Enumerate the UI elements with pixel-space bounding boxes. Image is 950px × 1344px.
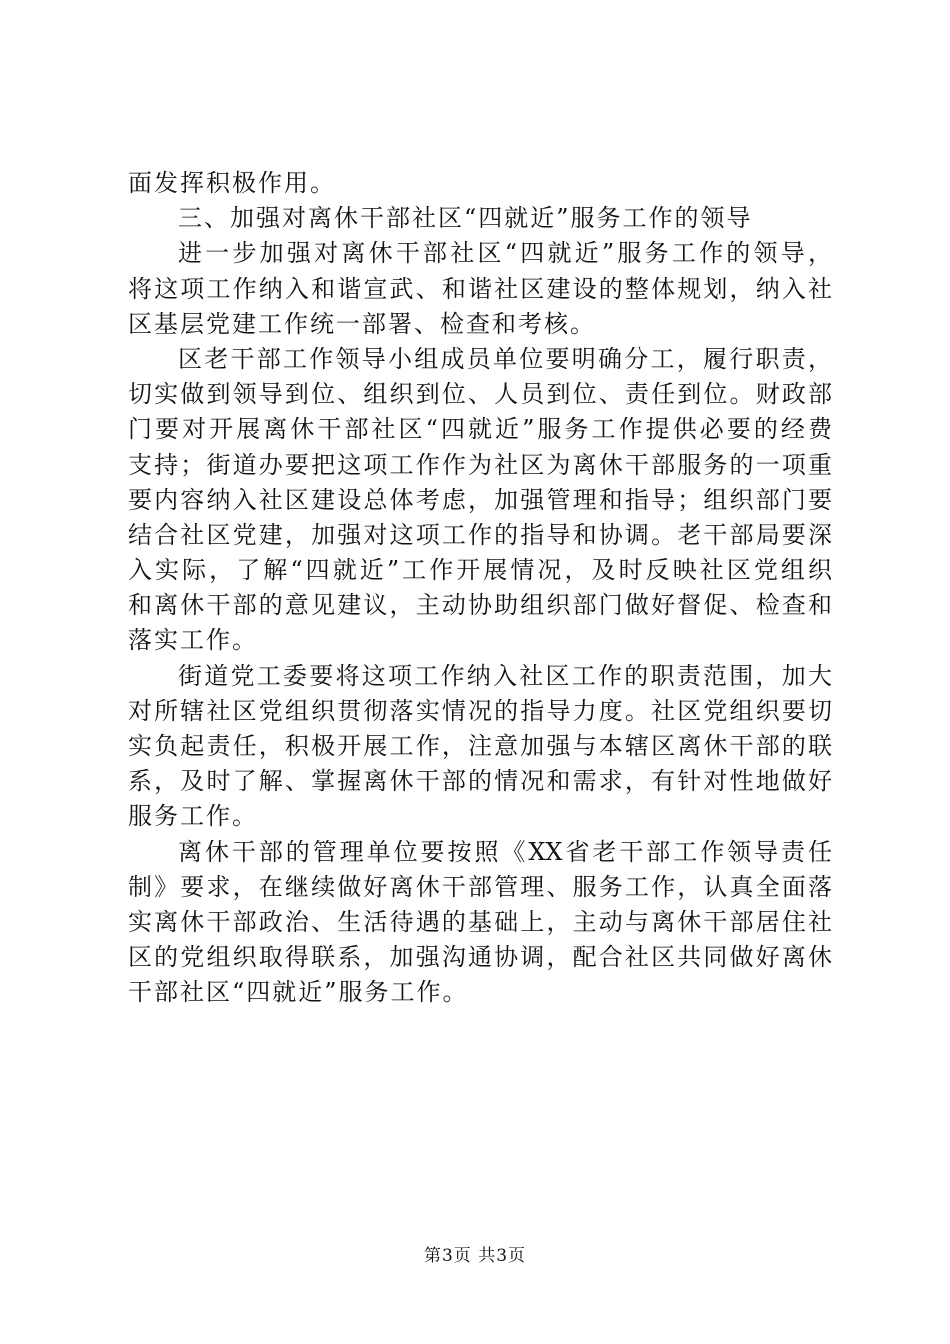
- text-line: 街道党工委要将这项工作纳入社区工作的职责范围，加大: [178, 661, 832, 690]
- text-line: 实负起责任，积极开展工作，注意加强与本辖区离休干部的联: [128, 732, 832, 760]
- text-line: 区的党组织取得联系，加强沟通协调，配合社区共同做好离休: [128, 943, 832, 972]
- text-line: 支持；街道办要把这项工作作为社区为离休干部服务的一项重: [128, 450, 832, 479]
- section-heading: 三、加强对离休干部社区“四就近”服务工作的领导: [178, 204, 753, 233]
- text-line: 离休干部的管理单位要按照《XX省老干部工作领导责任: [178, 837, 832, 866]
- text-line: 对所辖社区党组织贯彻落实情况的指导力度。社区党组织要切: [128, 696, 832, 725]
- document-body: [128, 166, 832, 1011]
- text-line: 要内容纳入社区建设总体考虑，加强管理和指导；组织部门要: [128, 485, 832, 514]
- text-line: 切实做到领导到位、组织到位、人员到位、责任到位。财政部: [128, 380, 832, 409]
- text-line: 区老干部工作领导小组成员单位要明确分工，履行职责，: [178, 344, 832, 373]
- text-line: 区基层党建工作统一部署、检查和考核。: [128, 309, 596, 338]
- text-line: 服务工作。: [128, 802, 258, 831]
- text-line: 落实工作。: [128, 626, 258, 655]
- text-line: 制》要求，在继续做好离休干部管理、服务工作，认真全面落: [128, 872, 832, 901]
- text-line: 干部社区“四就近”服务工作。: [128, 978, 469, 1007]
- text-line: 和离休干部的意见建议，主动协助组织部门做好督促、检查和: [128, 591, 832, 620]
- text-line: 入实际，了解“四就近”工作开展情况，及时反映社区党组织: [128, 556, 832, 585]
- text-line: 面发挥积极作用。: [128, 169, 336, 197]
- text-line: 门要对开展离休干部社区“四就近”服务工作提供必要的经费: [128, 415, 832, 444]
- text-line: 将这项工作纳入和谐宣武、和谐社区建设的整体规划，纳入社: [128, 274, 832, 303]
- page-number-footer: 第3页 共3页: [423, 1246, 527, 1266]
- text-line: 结合社区党建，加强对这项工作的指导和协调。老干部局要深: [128, 520, 832, 549]
- text-line: 进一步加强对离休干部社区“四就近”服务工作的领导，: [178, 239, 832, 268]
- text-line: 系，及时了解、掌握离休干部的情况和需求，有针对性地做好: [128, 767, 832, 796]
- text-line: 实离休干部政治、生活待遇的基础上，主动与离休干部居住社: [128, 907, 832, 936]
